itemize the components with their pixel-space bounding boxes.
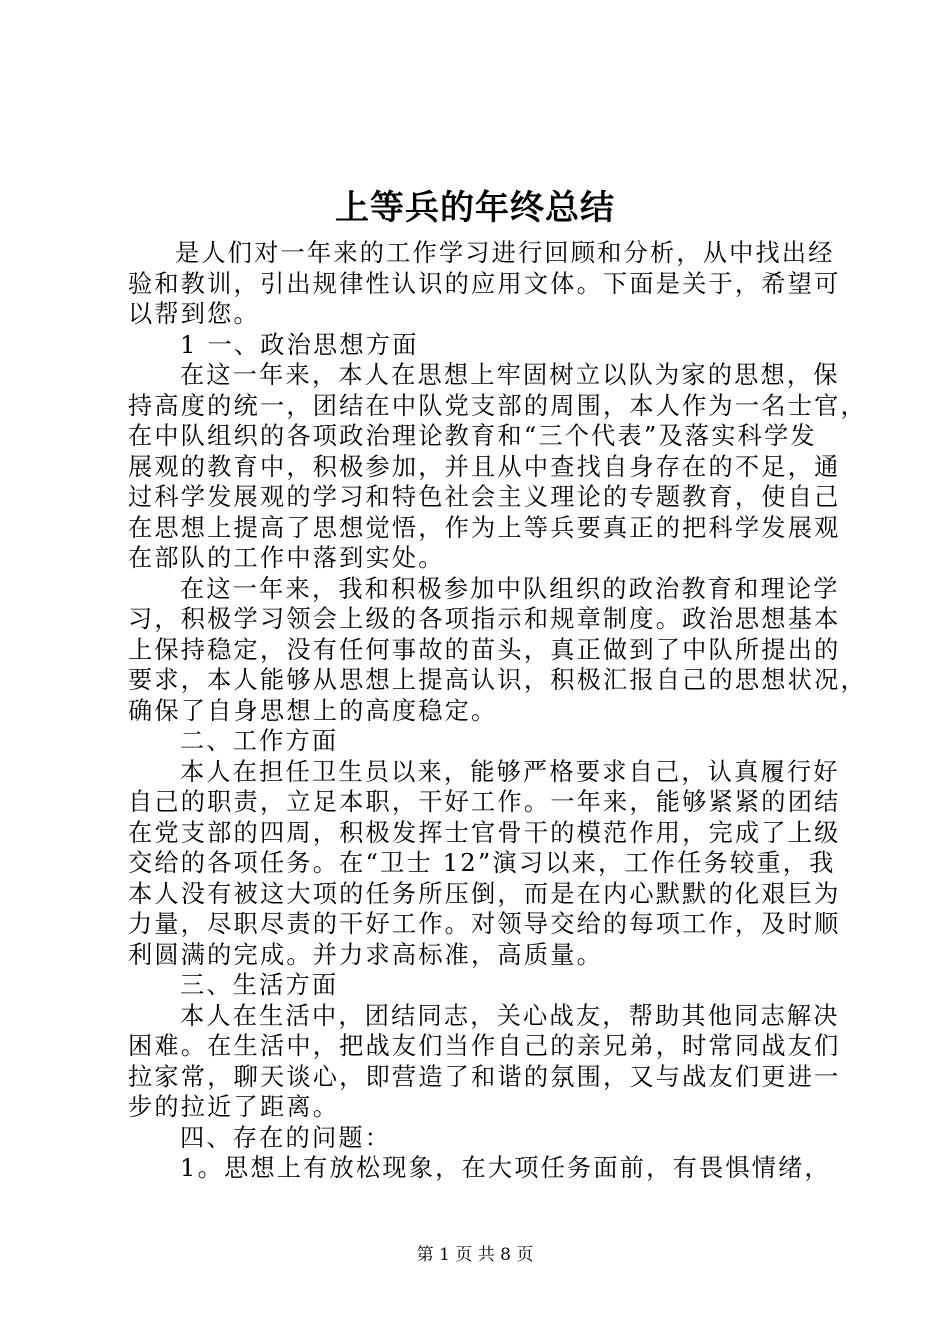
- paragraph-line: 本人在生活中，团结同志，关心战友，帮助其他同志解决: [180, 1001, 840, 1030]
- paragraph-line: 在中队组织的各项政治理论教育和“三个代表”及落实科学发: [128, 422, 817, 450]
- paragraph-line: 利圆满的完成。并力求高标准，高质量。: [128, 940, 603, 969]
- paragraph-line: 验和教训，引出规律性认识的应用文体。下面是关于，希望可: [128, 269, 841, 298]
- paragraph-line: 步的拉近了距离。: [128, 1093, 340, 1121]
- document-title: 上等兵的年终总结: [335, 188, 615, 228]
- page-footer: 第 1 页 共 8 页: [416, 1245, 534, 1265]
- paragraph-line: 要求，本人能够从思想上提高认识，积极汇报自己的思想状况，: [128, 666, 867, 694]
- paragraph-line: 1。思想上有放松现象，在大项任务面前，有畏惧情绪，: [180, 1154, 831, 1182]
- paragraph-line: 在这一年来，本人在思想上牢固树立以队为家的思想，保: [180, 361, 840, 389]
- paragraph-line: 拉家常，聊天谈心，即营造了和谐的氛围，又与战友们更进一: [128, 1062, 841, 1091]
- paragraph-line: 是人们对一年来的工作学习进行回顾和分析，从中找出经: [175, 239, 835, 267]
- document-body: [128, 238, 867, 1184]
- paragraph-line: 在思想上提高了思想觉悟，作为上等兵要真正的把科学发展观: [128, 513, 841, 542]
- paragraph-line: 自己的职责，立足本职，干好工作。一年来，能够紧紧的团结: [128, 788, 841, 816]
- paragraph-line: 习，积极学习领会上级的各项指示和规章制度。政治思想基本: [128, 605, 841, 633]
- paragraph-line: 本人在担任卫生员以来，能够严格要求自己，认真履行好: [180, 757, 840, 786]
- paragraph-line: 过科学发展观的学习和特色社会主义理论的专题教育，使自己: [128, 483, 841, 511]
- paragraph-line: 上保持稳定，没有任何事故的苗头，真正做到了中队所提出的: [128, 635, 841, 664]
- paragraph-line: 以帮到您。: [128, 300, 260, 328]
- paragraph-line: 二、工作方面: [180, 727, 339, 755]
- paragraph-line: 三、生活方面: [180, 971, 339, 999]
- paragraph-line: 持高度的统一，团结在中队党支部的周围，本人作为一名士官，: [128, 391, 867, 420]
- paragraph-line: 确保了自身思想上的高度稳定。: [128, 696, 498, 725]
- paragraph-line: 困难。在生活中，把战友们当作自己的亲兄弟，时常同战友们: [128, 1032, 841, 1060]
- paragraph-line: 在这一年来，我和积极参加中队组织的政治教育和理论学: [180, 574, 840, 603]
- paragraph-line: 1 一、政治思想方面: [180, 330, 419, 359]
- paragraph-line: 在党支部的四周，积极发挥士官骨干的模范作用，完成了上级: [128, 818, 841, 847]
- paragraph-line: 力量，尽职尽责的干好工作。对领导交给的每项工作，及时顺: [128, 910, 841, 938]
- paragraph-line: 展观的教育中，积极参加，并且从中查找自身存在的不足，通: [128, 452, 841, 481]
- paragraph-line: 交给的各项任务。在“卫士 12”演习以来，工作任务较重，我: [128, 849, 836, 877]
- paragraph-line: 本人没有被这大项的任务所压倒，而是在内心默默的化艰巨为: [128, 879, 841, 908]
- paragraph-line: 四、存在的问题：: [180, 1123, 392, 1152]
- paragraph-line: 在部队的工作中落到实处。: [128, 544, 445, 572]
